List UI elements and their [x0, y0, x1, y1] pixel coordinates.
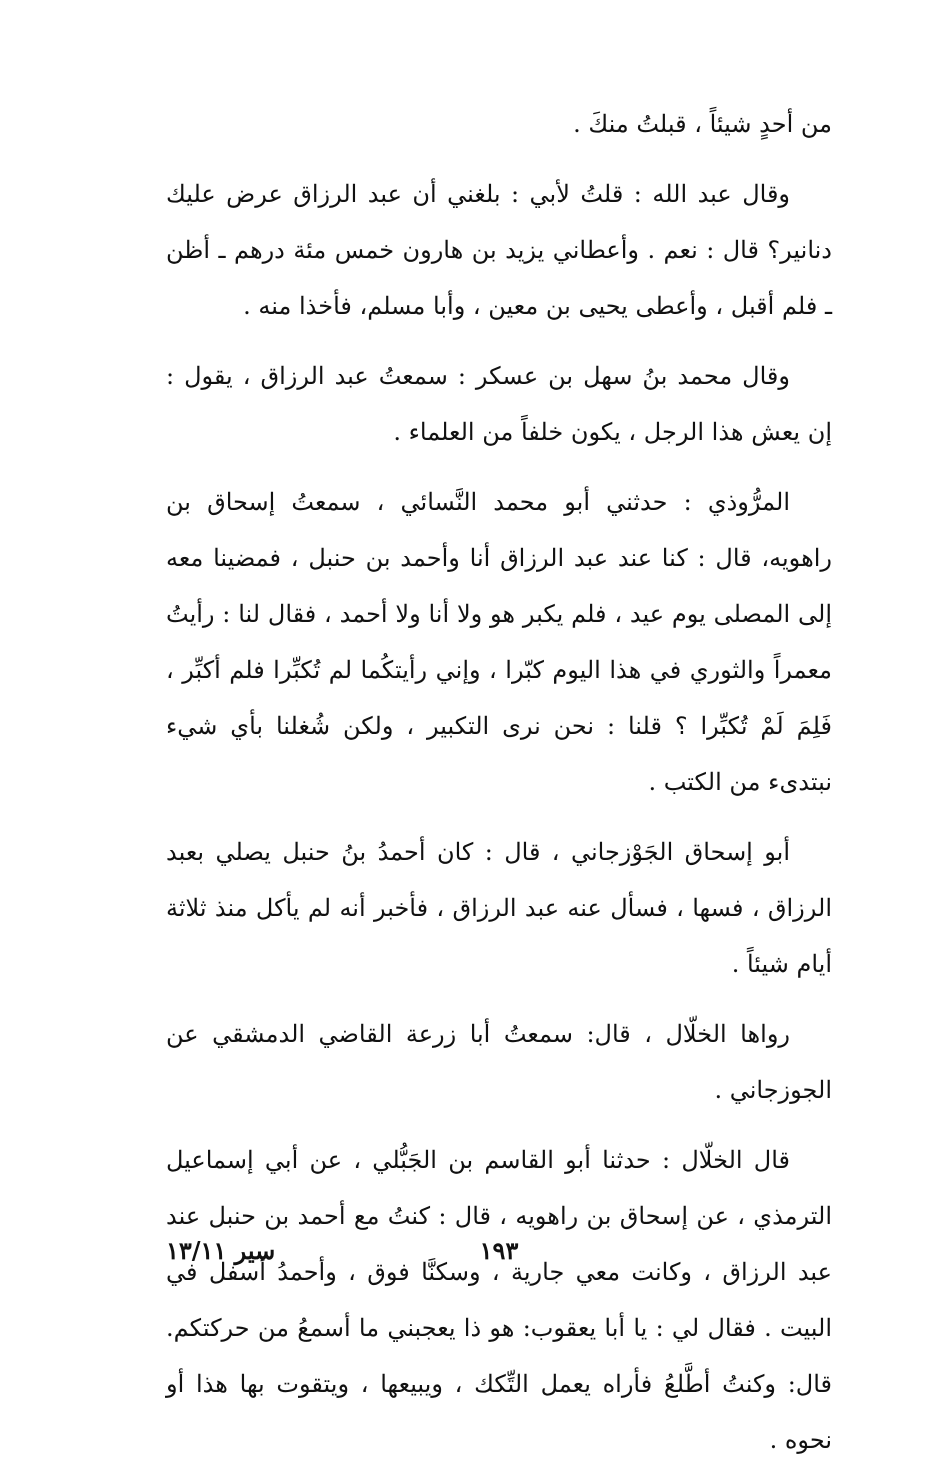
page-number: ١٩٣ — [479, 1236, 519, 1265]
signature-mark: سير ١٣/١١ — [166, 1236, 276, 1265]
paragraph-abdullah: وقال عبد الله : قلتُ لأبي : بلغني أن عبد الرزاق عرض عليك دنانير؟ قال : نعم . وأعطاني يزيد بن هارون خمس مئة درهم ـ أظن ـ فلم أقبل ، وأعطى يحيى بن معين ، وأبا مسلم، فأخذا منه . — [166, 180, 832, 320]
paragraph-khallal-hadith: قال الخلّال : حدثنا أبو القاسم بن الجَبُّلي ، عن أبي إسماعيل الترمذي ، عن إسحاق بن راهويه ، قال : كنتُ مع أحمد بن حنبل عند عبد الرزاق ، وكانت معي جارية ، وسكنَّا فوق ، وأحمدُ أسفل في البيت . فقال لي : يا أبا يعقوب: هو ذا يعجبني ما أسمعُ من حركتكم. قال: وكنتُ أطَّلعُ فأراه يعمل التِّكك ، ويبيعها ، ويتقوت بها هذا أو نحوه . — [166, 1146, 832, 1454]
page-footer — [166, 1236, 832, 1276]
paragraph-jawzajani: أبو إسحاق الجَوْزجاني ، قال : كان أحمدُ بنُ حنبل يصلي بعبد الرزاق ، فسها ، فسأل عنه عبد الرزاق ، فأخبر أنه لم يأكل منذ ثلاثة أيام شيئاً . — [166, 838, 832, 978]
paragraph-ibn-askar: وقال محمد بنُ سهل بن عسكر : سمعتُ عبد الرزاق ، يقول : إن يعش هذا الرجل ، يكون خلفاً من العلماء . — [166, 362, 832, 446]
paragraph-marrudhi: المرُّوذي : حدثني أبو محمد النَّسائي ، سمعتُ إسحاق بن راهويه، قال : كنا عند عبد الرزاق أنا وأحمد بن حنبل ، فمضينا معه إلى المصلى يوم عيد ، فلم يكبر هو ولا أنا ولا أحمد ، فقال لنا : رأيتُ معمراً والثوري في هذا اليوم كبّرا ، وإني رأيتكُما لم تُكبِّرا فلم أكبِّر ، فَلِمَ لَمْ تُكبِّرا ؟ قلنا : نحن نرى التكبير ، ولكن شُغلنا بأي شيء نبتدىء من الكتب . — [166, 488, 832, 796]
paragraph-khallal-riwaya: رواها الخلّال ، قال: سمعتُ أبا زرعة القاضي الدمشقي عن الجوزجاني . — [166, 1020, 832, 1104]
paragraph-continuation: من أحدٍ شيئاً ، قبلتُ منكَ . — [573, 110, 832, 138]
